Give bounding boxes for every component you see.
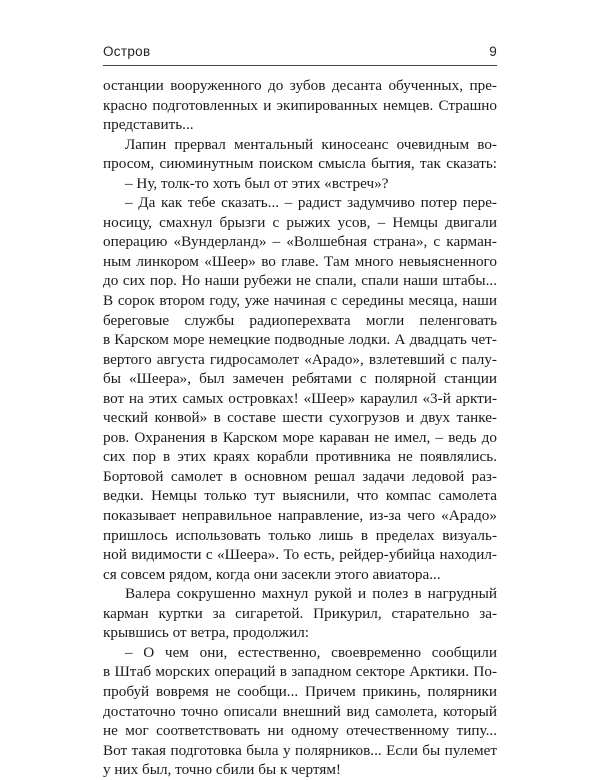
text-line: не мог соответствовать ни одному отечественному типу... bbox=[103, 722, 497, 740]
text-line: карман куртки за сигаретой. Прикурил, старательно за- bbox=[103, 604, 497, 622]
text-line: вертого августа гидросамолет «Арадо», взлетевший с палу- bbox=[103, 350, 497, 368]
running-head-rule bbox=[103, 65, 497, 66]
text-line: сих пор в этих краях корабли противника не появлялись. bbox=[103, 448, 497, 466]
text-line: бы «Шеера», был замечен ребятами с полярной станции bbox=[103, 370, 497, 388]
text-line: представить... bbox=[103, 116, 194, 134]
text-line: – Да как тебе сказать... – радист задумчиво потер пере- bbox=[125, 194, 497, 212]
running-head bbox=[103, 44, 497, 64]
text-line: крывшись от ветра, продолжил: bbox=[103, 624, 310, 642]
text-line: останции вооруженного до зубов десанта обученных, пре- bbox=[103, 77, 497, 94]
text-line: достаточно точно описали внешний вид самолета, который bbox=[103, 702, 497, 720]
running-head-title: Остров bbox=[103, 44, 151, 59]
page-number: 9 bbox=[489, 44, 497, 59]
text-line: ческий конвой» в составе шести сухогрузов и двух танке- bbox=[103, 409, 497, 427]
text-line: ров. Охранения в Карском море караван не имел, – ведь до bbox=[103, 428, 497, 446]
text-line: до сих пор. Но наши рубежи не спали, спали наши штабы... bbox=[103, 272, 497, 290]
text-line: Валера сокрушенно махнул рукой и полез в нагрудный bbox=[125, 585, 497, 603]
text-line: ся совсем рядом, когда они засекли этого авиатора... bbox=[103, 565, 441, 583]
text-line: Бортовой самолет в основном решал задачи ледовой раз- bbox=[103, 467, 497, 485]
text-line: – О чем они, естественно, своевременно сообщили bbox=[125, 643, 497, 661]
text-line: ной видимости с «Шеера». То есть, рейдер-убийца находил- bbox=[103, 546, 497, 564]
text-line: Лапин прервал ментальный киносеанс очевидным во- bbox=[125, 135, 497, 153]
text-line: в Штаб морских операций в западном секторе Арктики. По- bbox=[103, 663, 497, 681]
text-line: у них был, точно сбили бы к чертям! bbox=[103, 761, 341, 779]
text-line: ведки. Немцы только тут выяснили, что компас самолета bbox=[103, 487, 497, 505]
body-text bbox=[103, 76, 497, 780]
text-line: просом, сиюминутным поиском смысла бытия, так сказать: bbox=[103, 155, 497, 173]
text-line: вот на этих самых островках! «Шеер» караулил «3-й аркти- bbox=[103, 389, 497, 407]
text-line: носицу, смахнул брызги с рыжих усов, – Немцы двигали bbox=[103, 213, 497, 231]
text-line: пробуй вовремя не сообщи... Причем прикинь, полярники bbox=[103, 682, 497, 700]
text-line: В сорок втором году, уже начиная с середины месяца, наши bbox=[103, 292, 497, 310]
text-line: Вот такая подготовка была у полярников... Если бы пулемет bbox=[103, 741, 497, 759]
text-line: – Ну, толк-то хоть был от этих «встреч»? bbox=[125, 174, 389, 192]
text-line: пришлось использовать только лишь в пределах визуаль- bbox=[103, 526, 497, 544]
text-line: показывает неправильное направление, из-за чего «Арадо» bbox=[103, 507, 497, 525]
text-line: ным линкором «Шеер» во главе. Там много невыясненного bbox=[103, 252, 497, 270]
text-line: береговые службы радиоперехвата могли пеленговать bbox=[103, 311, 497, 329]
text-line: операцию «Вундерланд» – «Волшебная страна», с карман- bbox=[103, 233, 497, 251]
text-line: в Карском море немецкие подводные лодки. А двадцать чет- bbox=[103, 331, 497, 349]
text-line: красно подготовленных и экипированных немцев. Страшно bbox=[103, 96, 497, 114]
